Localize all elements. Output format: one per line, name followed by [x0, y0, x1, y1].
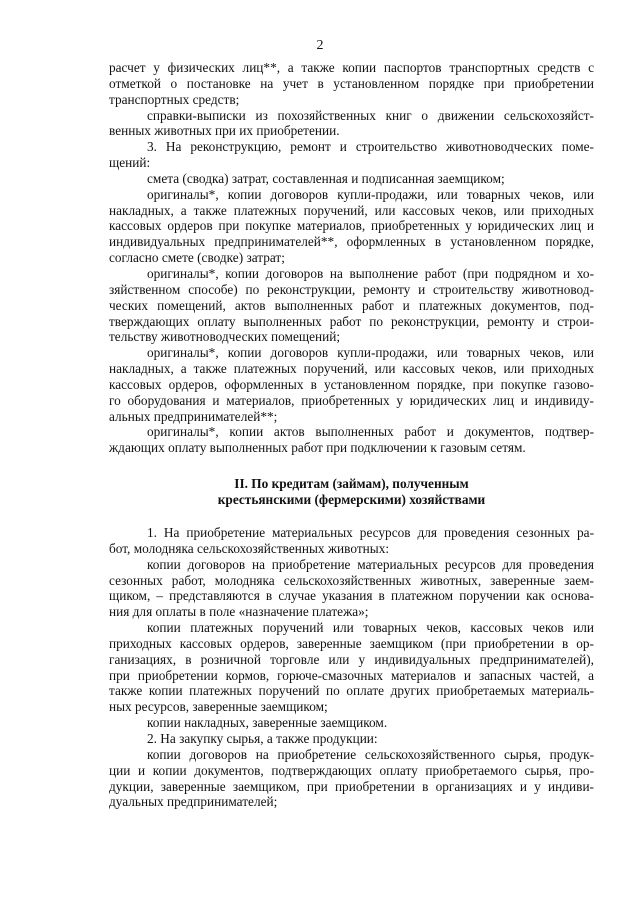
- section-heading: [109, 476, 594, 508]
- text-line: оригиналы*, копии договоров купли-продажи, или товарных чеков, или: [147, 345, 594, 361]
- text-line: тельству животноводческих помещений;: [109, 329, 341, 345]
- section-two-text: [109, 525, 594, 810]
- text-line: оригиналы*, копии актов выполненных работ и документов, подтвер-: [147, 424, 594, 440]
- text-line: при приобретении кормов, горюче-смазочных материалов и запасных частей, а: [109, 667, 594, 683]
- text-line: копии платежных поручений или товарных чеков, кассовых чеков или: [147, 620, 594, 636]
- text-line: щений:: [109, 155, 151, 171]
- text-line: также копии платежных поручений по оплате других приобретаемых материаль-: [109, 683, 594, 699]
- text-line: смета (сводка) затрат, составленная и подписанная заемщиком;: [147, 170, 505, 186]
- text-line: накладных, а также платежных поручений, или кассовых чеков, или приходных: [109, 361, 594, 377]
- page-number: 2: [316, 38, 324, 53]
- text-line: ных ресурсов, заверенные заемщиком;: [109, 699, 328, 715]
- text-line: венных животных при их приобретении.: [109, 123, 340, 139]
- text-line: копии накладных, заверенные заемщиком.: [147, 715, 388, 731]
- text-line: отметкой о постановке на учет в установленном порядке при приобретении: [109, 75, 594, 91]
- text-line: 3. На реконструкцию, ремонт и строительство животноводческих поме-: [147, 139, 594, 155]
- text-line: копии договоров на приобретение сельскохозяйственного сырья, продук-: [147, 746, 594, 762]
- section-heading-line-2: крестьянскими (фермерскими) хозяйствами: [217, 492, 486, 507]
- text-line: сезонных работ, молодняка сельскохозяйственных животных, заверенные заем-: [109, 572, 594, 588]
- text-line: ганизациях, в розничной торговле или у индивидуальных предпринимателей),: [109, 651, 594, 667]
- text-line: приходных кассовых ордеров, заверенные заемщиком (при приобретении в ор-: [109, 635, 594, 651]
- text-line: ции и копии документов, подтверждающих оплату приобретаемого сырья, про-: [109, 762, 594, 778]
- text-line: тверждающих оплату выполненных работ по реконструкции, ремонту и строи-: [109, 313, 594, 329]
- text-line: индивидуальных предпринимателей**, оформленных в установленном порядке,: [109, 234, 594, 250]
- text-line: дукции, заверенные заемщиком, при приобретении в организациях и у индиви-: [109, 778, 594, 794]
- text-line: го оборудования и материалов, приобретенных у юридических лиц и индивиду-: [109, 392, 594, 408]
- text-line: дуальных предпринимателей;: [109, 794, 278, 810]
- text-line: кассовых ордеров, оформленных в установленном порядке, при покупке газово-: [109, 376, 594, 392]
- text-line: кассовых ордеров при покупке материалов, приобретенных у юридических лиц и: [109, 218, 594, 234]
- text-line: зяйственном способе) по реконструкции, ремонту и строительству животновод-: [109, 281, 594, 297]
- text-line: расчет у физических лиц**, а также копии паспортов транспортных средств с: [109, 60, 594, 75]
- section-heading-line-1: II. По кредитам (займам), полученным: [234, 476, 469, 491]
- text-line: транспортных средств;: [109, 91, 240, 107]
- text-line: 1. На приобретение материальных ресурсов для проведения сезонных ра-: [147, 525, 594, 540]
- text-line: бот, молодняка сельскохозяйственных животных:: [109, 540, 390, 556]
- text-line: оригиналы*, копии договоров купли-продажи, или товарных чеков, или: [147, 186, 594, 202]
- text-line: ждающих оплату выполненных работ при подключении к газовым сетям.: [109, 440, 526, 456]
- text-line: согласно смете (сводке) затрат;: [109, 250, 285, 266]
- text-line: щиком, – представляются в случае указания в платежном поручении как основа-: [109, 588, 594, 604]
- text-line: накладных, а также платежных поручений, или кассовых чеков, или приходных: [109, 202, 594, 218]
- text-line: копии договоров на приобретение материальных ресурсов для проведения: [147, 556, 594, 572]
- text-line: оригиналы*, копии договоров на выполнение работ (при подрядном и хо-: [147, 265, 594, 281]
- section-one-text: [109, 60, 594, 456]
- text-line: альных предпринимателей**;: [109, 408, 278, 424]
- text-line: 2. На закупку сырья, а также продукции:: [147, 730, 378, 746]
- text-line: ния для оплаты в поле «назначение платежа»;: [109, 604, 369, 620]
- text-line: справки-выписки из похозяйственных книг о движении сельскохозяйст-: [147, 107, 594, 123]
- text-line: ческих помещений, актов выполненных работ и платежных документов, под-: [109, 297, 594, 313]
